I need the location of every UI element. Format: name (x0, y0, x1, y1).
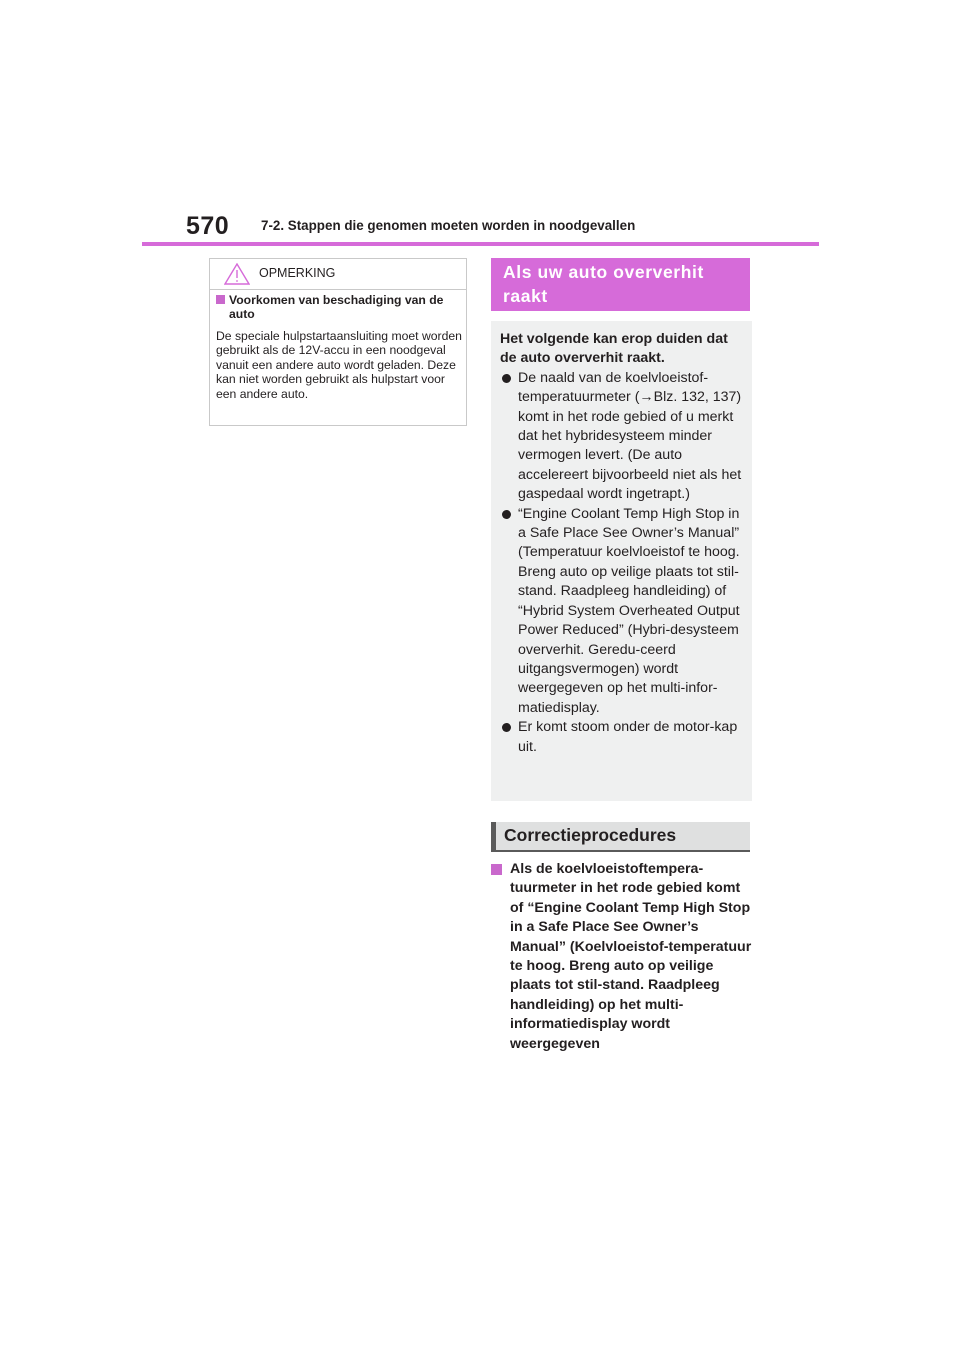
header-rule (142, 242, 819, 246)
warning-triangle-icon (224, 263, 250, 285)
notice-label: OPMERKING (259, 266, 336, 280)
page-number: 570 (186, 212, 230, 240)
overheat-banner: Als uw auto oververhit raakt (491, 258, 750, 311)
overheat-symptoms-box (491, 321, 752, 801)
symptoms-intro: Het volgende kan erop duiden dat de auto oververhit raakt. (500, 331, 728, 367)
notice-body: De speciale hulpstartaansluiting moet worden gebruikt als de 12V-accu in een noodgeval vanuit een andere auto wordt geladen. Deze kan niet worden gebruikt als hulpstart voor een andere auto. (216, 329, 462, 401)
notice-header (210, 259, 466, 290)
section-title: 7-2. Stappen die genomen moeten worden in noodgevallen (261, 218, 636, 233)
bullet-dot-icon (502, 510, 511, 519)
procedures-subheading (491, 860, 753, 1054)
bullet-dot-icon (502, 374, 511, 383)
list-item-text: De naald van de koelvloeistof-temperatuurmeter (→Blz. 132, 137) komt in het rode gebied of u merkt dat het hybridesysteem minder vermogen levert. (De auto accelereert bijvoorbeeld niet als het gaspedaal wordt ingetrapt.) (518, 369, 742, 503)
list-item (500, 718, 742, 757)
notice-subheading-text: Voorkomen van beschadiging van de auto (229, 293, 444, 321)
square-bullet-icon (216, 295, 225, 304)
procedures-banner: Correctieprocedures (491, 822, 750, 852)
procedures-subheading-text: Als de koelvloeistoftempera-tuurmeter in het rode gebied komt of “Engine Coolant Temp High Stop in a Safe Place See Owner’s Manual” (Koelvloeistof-temperatuur te hoog. Breng auto op veilige plaats tot stil-stand. Raadpleeg handleiding) op het multi-informatiedisplay wordt weergegeven (510, 861, 752, 1052)
list-item-text: Er komt stoom onder de motor-kap uit. (518, 719, 738, 755)
list-item (500, 369, 742, 505)
notice-subheading (216, 293, 458, 321)
bullet-dot-icon (502, 723, 511, 732)
notice-box (209, 258, 467, 426)
list-item (500, 505, 742, 718)
square-bullet-icon (491, 864, 502, 875)
list-item-text: “Engine Coolant Temp High Stop in a Safe Place See Owner’s Manual” (Temperatuur koelvloeistof te hoog. Breng auto op veilige plaats tot stil-stand. Raadpleeg handleiding) of “Hybrid System Overheated Output Power Reduced” (Hybri-desysteem oververhit. Geredu-ceerd uitgangsvermogen) wordt weergegeven op het multi-infor-matiedisplay. (518, 505, 740, 716)
